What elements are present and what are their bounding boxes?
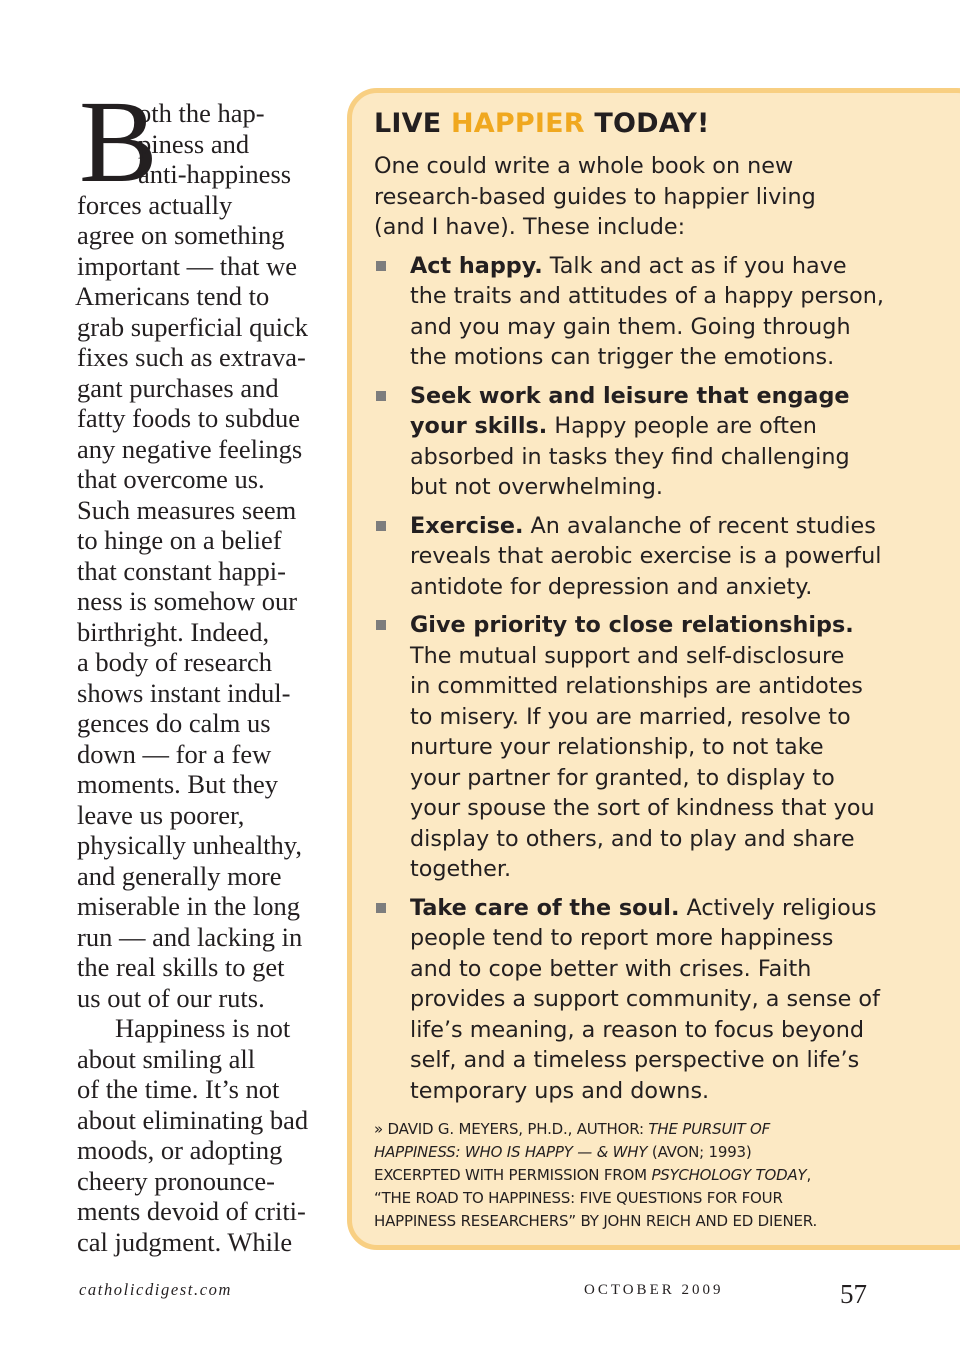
tip-line: absorbed in tasks they find challenging: [410, 443, 850, 470]
article-line: important — that we: [77, 250, 298, 281]
square-bullet-icon: [376, 391, 386, 401]
article-column: [75, 76, 327, 1257]
tip-line: together.: [410, 856, 512, 882]
article-line: piness and: [138, 128, 250, 159]
book-title: THE PURSUIT OF: [648, 1120, 771, 1138]
credit-line: “THE ROAD TO HAPPINESS: FIVE QUESTIONS FOR FOUR: [374, 1189, 783, 1207]
tip-line: but not overwhelming.: [410, 474, 664, 500]
title-suffix: TODAY!: [594, 108, 710, 139]
credit-line: [374, 1141, 844, 1164]
tip-heading: Take care of the soul.: [410, 894, 680, 921]
footer-issue-date: OCTOBER 2009: [584, 1282, 724, 1298]
article-line: gant purchases and: [77, 372, 279, 403]
page-number: 57: [840, 1279, 867, 1309]
tip-line: in committed relationships are antidotes: [410, 673, 863, 699]
article-line: a body of research: [77, 647, 272, 677]
tip-line: [410, 411, 854, 442]
tip-item: [374, 893, 880, 1107]
tip-line: [410, 511, 876, 542]
article-line: that overcome us.: [77, 464, 265, 494]
credit-text: » DAVID G. MEYERS, PH.D., AUTHOR:: [374, 1120, 649, 1138]
article-line: oth the hap-: [138, 98, 265, 128]
tip-line: nurture your relationship, to not take: [410, 734, 824, 760]
tip-text: Actively religious: [679, 894, 877, 921]
article-line: grab superficial quick: [77, 311, 309, 342]
magazine-title: PSYCHOLOGY TODAY: [651, 1166, 807, 1184]
article-line: Americans tend to: [75, 281, 270, 311]
article-line: shows instant indul-: [77, 677, 291, 708]
article-line: anti-happiness: [138, 159, 292, 189]
article-line: moments. But they: [77, 769, 278, 799]
footer-website: catholicdigest.com: [79, 1280, 232, 1299]
article-line: of the time. It’s not: [77, 1074, 280, 1104]
tip-text: Talk and act as if you have: [542, 252, 847, 279]
article-line: fatty foods to subdue: [77, 403, 301, 433]
article-line: cal judgment. While: [77, 1226, 293, 1257]
tip-line: people tend to report more happiness: [410, 925, 834, 951]
book-title: HAPPINESS: WHO IS HAPPY — & WHY: [374, 1143, 648, 1161]
article-line: any negative feelings: [77, 433, 303, 464]
article-line: agree on something: [77, 220, 285, 250]
article-line: moods, or adopting: [77, 1135, 283, 1165]
tip-line: [410, 251, 854, 282]
tip-line: the traits and attitudes of a happy person,: [410, 283, 884, 309]
tip-line: and you may gain them. Going through: [410, 313, 851, 340]
article-line: to hinge on a belief: [77, 525, 282, 555]
intro-line: (and I have). These include:: [374, 214, 686, 240]
article-line: birthright. Indeed,: [77, 616, 270, 647]
article-line: physically unhealthy,: [77, 830, 302, 860]
tip-line: life’s meaning, a reason to focus beyond: [410, 1016, 864, 1043]
article-line: down — for a few: [77, 738, 272, 769]
tip-item: [374, 251, 884, 373]
tip-heading: Seek work and leisure that engage: [410, 382, 850, 409]
tip-text: Happy people are often: [547, 413, 817, 439]
sidebar-intro: [374, 151, 854, 243]
article-line: the real skills to get: [77, 952, 285, 982]
credit-line: [374, 1118, 844, 1141]
tip-line: the motions can trigger the emotions.: [410, 344, 835, 370]
article-line: and generally more: [77, 860, 282, 891]
tip-heading: Act happy.: [410, 252, 543, 279]
article-line: ness is somehow our: [77, 586, 298, 616]
tip-heading: Give priority to close relationships.: [410, 612, 854, 638]
article-line: fixes such as extrava-: [77, 342, 306, 372]
article-line: gences do calm us: [77, 708, 271, 738]
sidebar-body: [374, 151, 884, 1106]
article-line: about eliminating bad: [77, 1104, 309, 1135]
tip-line: and to cope better with crises. Faith: [410, 955, 812, 982]
tip-line: antidote for depression and anxiety.: [410, 573, 813, 600]
tip-line: self, and a timeless perspective on life’s: [410, 1047, 860, 1073]
sidebar-credit: [374, 1118, 844, 1233]
tip-item: [374, 511, 882, 603]
article-line: miserable in the long: [77, 891, 300, 921]
square-bullet-icon: [376, 521, 386, 531]
drop-cap: B: [79, 76, 158, 207]
tip-line: temporary ups and downs.: [410, 1077, 710, 1104]
tip-heading: your skills.: [410, 413, 548, 439]
tip-text: An avalanche of recent studies: [523, 512, 876, 539]
tip-item: [374, 610, 875, 885]
tip-item: [374, 381, 854, 503]
article-line: ments devoid of criti-: [77, 1196, 306, 1226]
square-bullet-icon: [376, 620, 386, 630]
intro-line: research-based guides to happier living: [374, 183, 816, 210]
article-line: about smiling all: [77, 1043, 256, 1074]
credit-text: ,: [806, 1166, 812, 1184]
article-line: leave us poorer,: [77, 799, 245, 830]
title-highlight: HAPPIER: [451, 108, 585, 139]
tip-line: your partner for granted, to display to: [410, 764, 835, 791]
square-bullet-icon: [376, 261, 386, 271]
article-line: run — and lacking in: [77, 921, 303, 952]
article-line: cheery pronounce-: [77, 1165, 275, 1196]
intro-line: One could write a whole book on new: [374, 153, 794, 179]
article-line: that constant happi-: [77, 555, 286, 586]
article-line: Happiness is not: [115, 1013, 291, 1043]
credit-text: EXCERPTED WITH PERMISSION FROM: [374, 1166, 652, 1184]
tip-line: The mutual support and self-disclosure: [410, 642, 845, 669]
tip-line: provides a support community, a sense of: [410, 986, 880, 1012]
square-bullet-icon: [376, 903, 386, 913]
tip-line: your spouse the sort of kindness that you: [410, 795, 875, 821]
credit-text: (AVON; 1993): [647, 1143, 752, 1161]
article-line: Such measures seem: [77, 494, 297, 525]
credit-line: HAPPINESS RESEARCHERS” BY JOHN REICH AND ED DIENER.: [374, 1212, 818, 1230]
tip-line: to misery. If you are married, resolve to: [410, 703, 851, 730]
article-line: us out of our ruts.: [77, 982, 265, 1013]
credit-line: [374, 1164, 844, 1187]
title-prefix: LIVE: [374, 108, 442, 139]
tip-line: display to others, and to play and share: [410, 825, 855, 852]
article-line: forces actually: [77, 189, 233, 220]
sidebar-title: [374, 108, 710, 139]
tip-line: [410, 893, 877, 924]
tip-heading: Exercise.: [410, 512, 524, 539]
tip-line: reveals that aerobic exercise is a powerful: [410, 543, 882, 569]
